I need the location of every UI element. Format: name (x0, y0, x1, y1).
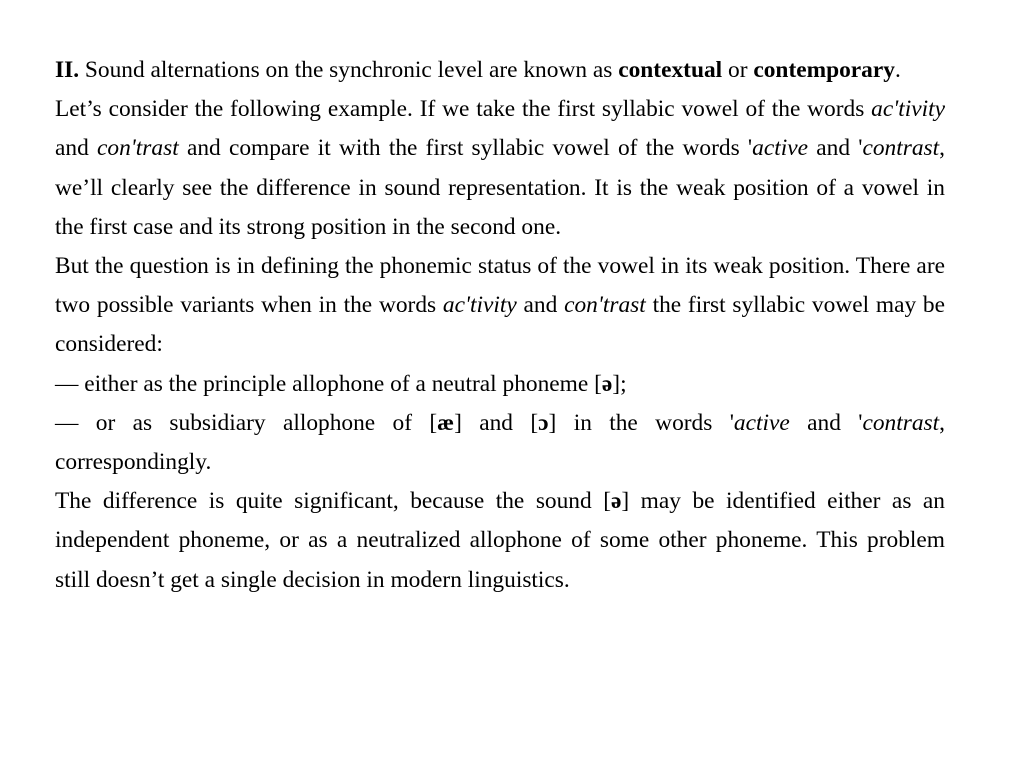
text-run: ]; (612, 370, 627, 397)
text-run: ] may be identified either as an independent phoneme, or as a neutralized allophone of some other phoneme. This problem still doesn’t get a single decision in modern linguistics. (55, 488, 945, 593)
paragraph-variant-1 (55, 365, 945, 404)
phoneme-open-o: ɔ (538, 409, 549, 436)
text-run: and compare it with the first syllabic vowel of the words ' (178, 135, 753, 162)
text-run: The difference is quite significant, because the sound [ (55, 488, 611, 515)
text-run: and (55, 135, 98, 162)
paragraph-intro (55, 51, 945, 90)
term-contemporary: contemporary (753, 57, 895, 83)
text-run: — either as the principle allophone of a neutral phoneme [ (55, 370, 602, 397)
word-activity: ac'tivity (871, 96, 945, 123)
text-run: , we’ll clearly see the difference in sound representation. It is the weak position of a vowel in the first case and its strong position in the second one. (55, 135, 946, 240)
text-run: the first syllabic vowel may be considered: (55, 292, 946, 358)
text-run: and ' (789, 409, 863, 436)
text-run: . (894, 57, 901, 83)
text-run: and ' (808, 135, 863, 162)
text-run: and (516, 292, 565, 319)
phoneme-schwa: ə (611, 488, 622, 515)
phoneme-ae: æ (437, 409, 455, 436)
word-active: active (752, 135, 808, 162)
text-run: ] in the words ' (548, 409, 734, 436)
word-contrast-noun: contrast (862, 135, 940, 162)
text-run: But the question is in defining the phonemic status of the vowel in its weak position. There are two possible variants when in the words (55, 253, 945, 319)
word-contrast-verb: con'trast (564, 292, 646, 319)
term-contextual: contextual (618, 57, 723, 83)
word-contrast-verb: con'trast (97, 135, 179, 162)
word-activity: ac'tivity (442, 292, 517, 319)
slide-body (55, 51, 945, 600)
word-contrast-noun: contrast (862, 409, 940, 436)
word-active: active (733, 409, 790, 436)
text-run: — or as subsidiary allophone of [ (55, 409, 438, 436)
section-numeral: II. (55, 57, 80, 83)
paragraph-variant-2 (55, 404, 945, 482)
paragraph-example (55, 90, 945, 247)
text-run: Sound alternations on the synchronic level are known as (79, 57, 619, 83)
paragraph-conclusion (55, 482, 945, 600)
text-run: ] and [ (454, 409, 539, 436)
text-run: , correspondingly. (55, 409, 945, 476)
paragraph-question (55, 247, 945, 365)
text-run: or (722, 57, 754, 83)
text-run: Let’s consider the following example. If we take the first syllabic vowel of the words (55, 96, 872, 123)
phoneme-schwa: ə (601, 370, 613, 397)
